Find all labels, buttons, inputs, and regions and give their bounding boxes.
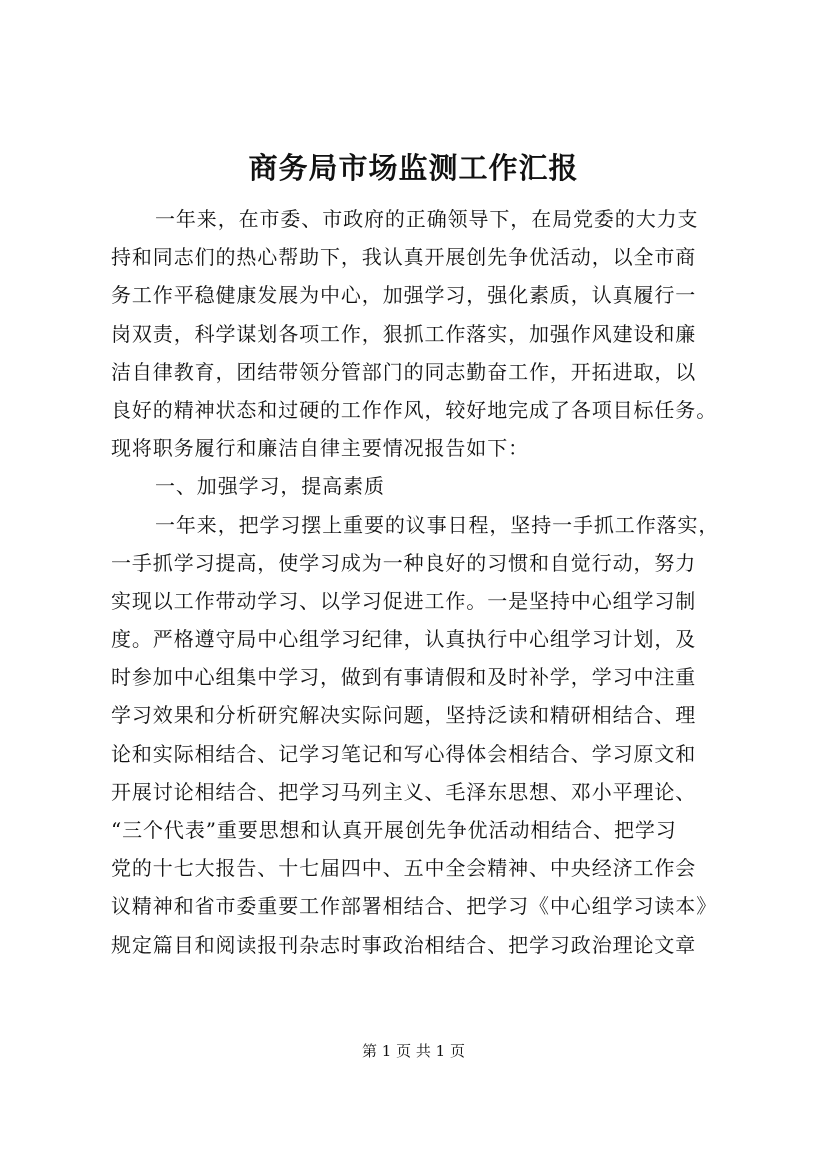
body-line: “三个代表”重要思想和认真开展创先争优活动相结合、把学习 <box>111 818 677 842</box>
page-footer: 第 1 页 共 1 页 <box>362 1042 465 1060</box>
body-line: 现将职务履行和廉洁自律主要情况报告如下： <box>111 436 529 461</box>
document-title: 商务局市场监测工作汇报 <box>248 151 579 185</box>
body-line: 实现以工作带动学习、以学习促进工作。一是坚持中心组学习制 <box>111 588 697 613</box>
body-line: 持和同志们的热心帮助下，我认真开展创先争优活动，以全市商 <box>111 245 697 270</box>
body-line: 一手抓学习提高，使学习成为一种良好的习惯和自觉行动，努力 <box>111 550 697 575</box>
body-line: 开展讨论相结合、把学习马列主义、毛泽东思想、邓小平理论、 <box>111 779 697 804</box>
body-line: 论和实际相结合、记学习笔记和写心得体会相结合、学习原文和 <box>111 741 697 766</box>
body-line: 岗双责，科学谋划各项工作，狠抓工作落实，加强作风建设和廉 <box>111 321 697 346</box>
body-line: 议精神和省市委重要工作部署相结合、把学习《中心组学习读本》 <box>111 894 718 919</box>
body-line: 务工作平稳健康发展为中心，加强学习，强化素质，认真履行一 <box>111 283 697 308</box>
body-line: 度。严格遵守局中心组学习纪律，认真执行中心组学习计划，及 <box>111 627 697 652</box>
document-body <box>111 200 731 964</box>
section-heading: 一、加强学习，提高素质 <box>155 474 385 499</box>
body-line: 规定篇目和阅读报刊杂志时事政治相结合、把学习政治理论文章 <box>111 932 697 957</box>
body-line: 一年来，在市委、市政府的正确领导下，在局党委的大力支 <box>155 207 699 231</box>
body-line: 时参加中心组集中学习，做到有事请假和及时补学，学习中注重 <box>111 665 697 690</box>
body-line: 学习效果和分析研究解决实际问题，坚持泛读和精研相结合、理 <box>111 703 697 728</box>
body-line: 一年来，把学习摆上重要的议事日程，坚持一手抓工作落实， <box>155 512 720 537</box>
body-line: 洁自律教育，团结带领分管部门的同志勤奋工作，开拓进取，以 <box>111 359 697 384</box>
body-line: 良好的精神状态和过硬的工作作风，较好地完成了各项目标任务。 <box>111 397 718 422</box>
body-line: 党的十七大报告、十七届四中、五中全会精神、中央经济工作会 <box>111 856 697 881</box>
